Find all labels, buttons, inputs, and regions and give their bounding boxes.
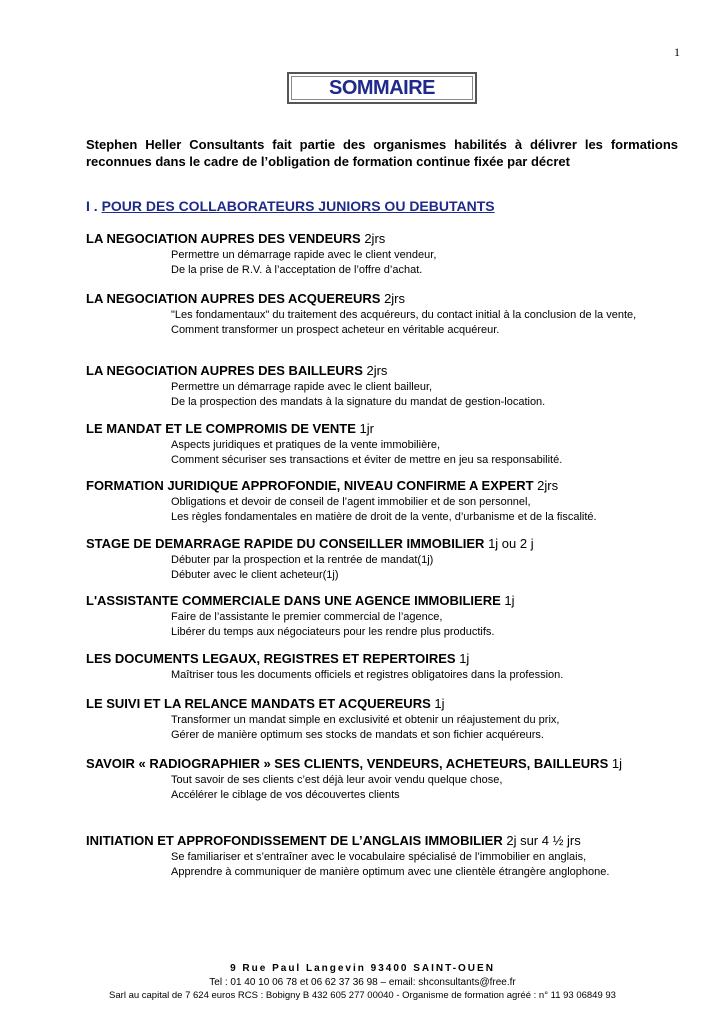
course-title: LES DOCUMENTS LEGAUX, REGISTRES ET REPERTOIRES [86,651,456,666]
course-duration: 1j ou 2 j [484,536,534,551]
course-line: Obligations et devoir de conseil de l’agent immobilier et de son personnel, [171,496,531,508]
course-duration: 1j [608,756,622,771]
course-duration: 2jrs [360,231,386,246]
course-duration: 1j [430,696,445,711]
footer [0,962,725,1002]
course-item [86,832,686,879]
course-item [86,695,686,742]
course-title: FORMATION JURIDIQUE APPROFONDIE, NIVEAU CONFIRME A EXPERT [86,478,534,493]
course-line: Accélérer le ciblage de vos découvertes clients [171,788,400,801]
course-line: De la prospection des mandats à la signature du mandat de gestion-location. [171,395,546,408]
course-item [86,362,686,409]
course-title: L'ASSISTANTE COMMERCIALE DANS UNE AGENCE IMMOBILIERE [86,593,501,608]
course-line: Aspects juridiques et pratiques de la vente immobilière, [171,439,441,451]
footer-address: 9 Rue Paul Langevin 93400 SAINT-OUEN [230,963,495,974]
course-item [86,755,686,802]
footer-legal: Sarl au capital de 7 624 euros RCS : Bobigny B 432 605 277 00040 - Organisme de formation agréé : n° 11 93 06849 93 [109,990,616,1001]
course-line: Transformer un mandat simple en exclusivité et obtenir un réajustement du prix, [171,714,560,726]
course-title: LA NEGOCIATION AUPRES DES ACQUEREURS [86,291,381,306]
course-line: Débuter avec le client acheteur(1j) [171,568,339,581]
course-title: STAGE DE DEMARRAGE RAPIDE DU CONSEILLER IMMOBILIER [86,536,485,551]
course-duration: 2jrs [533,478,559,493]
course-line: Tout savoir de ses clients c’est déjà leur avoir vendu quelque chose, [171,774,503,786]
footer-contact: Tel : 01 40 10 06 78 et 06 62 37 36 98 – email: shconsultants@free.fr [209,977,516,988]
course-title: SAVOIR « RADIOGRAPHIER » SES CLIENTS, VENDEURS, ACHETEURS, BAILLEURS [86,756,609,771]
course-item [86,290,686,337]
course-duration: 2jrs [380,291,406,306]
course-line: De la prise de R.V. à l’acceptation de l’offre d’achat. [171,263,423,276]
course-line: Permettre un démarrage rapide avec le client bailleur, [171,381,433,393]
course-duration: 2jrs [362,363,388,378]
course-item [86,230,686,277]
course-item [86,650,686,683]
course-line: Débuter par la prospection et la rentrée de mandat(1j) [171,554,434,566]
course-title: LA NEGOCIATION AUPRES DES VENDEURS [86,231,361,246]
course-duration: 2j sur 4 ½ jrs [502,833,581,848]
course-line: Libérer du temps aux négociateurs pour les rendre plus productifs. [171,625,495,638]
course-line: Les règles fondamentales en matière de droit de la vente, d’urbanisme et de la fiscalité. [171,510,597,523]
course-line: Gérer de manière optimum ses stocks de mandats et son fichier acquéreurs. [171,728,544,741]
title-box [287,72,477,104]
course-duration: 1jr [355,421,374,436]
course-title: LE MANDAT ET LE COMPROMIS DE VENTE [86,421,356,436]
course-line: Se familiariser et s’entraîner avec le vocabulaire spécialisé de l’immobilier en anglais, [171,851,587,863]
course-line: Apprendre à communiquer de manière optimum avec une clientèle étrangère anglophone. [171,865,610,878]
course-title: LE SUIVI ET LA RELANCE MANDATS ET ACQUEREURS [86,696,431,711]
course-item [86,592,686,639]
course-duration: 1j [455,651,470,666]
course-line: Comment transformer un prospect acheteur en véritable acquéreur. [171,323,500,336]
section-heading [86,198,495,214]
course-line: "Les fondamentaux" du traitement des acquéreurs, du contact initial à la conclusion de la vente, [171,309,637,321]
course-line: Comment sécuriser ses transactions et éviter de mettre en jeu sa responsabilité. [171,453,563,466]
course-item [86,535,686,582]
course-item [86,420,686,467]
course-line: Faire de l’assistante le premier commercial de l’agence, [171,611,443,623]
course-duration: 1j [500,593,515,608]
course-item [86,477,686,524]
intro-paragraph: Stephen Heller Consultants fait partie des organismes habilités à délivrer les formations reconnues dans le cadre de l’obligation de formation continue fixée par décret [86,137,678,169]
course-line: Maîtriser tous les documents officiels et registres obligatoires dans la profession. [171,669,564,681]
page-number: 1 [674,45,680,59]
section-prefix: I . [86,198,102,214]
section-label: POUR DES COLLABORATEURS JUNIORS OU DEBUTANTS [101,198,495,214]
page-title: SOMMAIRE [291,76,473,100]
course-title: INITIATION ET APPROFONDISSEMENT DE L’ANGLAIS IMMOBILIER [86,833,503,848]
course-title: LA NEGOCIATION AUPRES DES BAILLEURS [86,363,363,378]
course-line: Permettre un démarrage rapide avec le client vendeur, [171,249,437,261]
